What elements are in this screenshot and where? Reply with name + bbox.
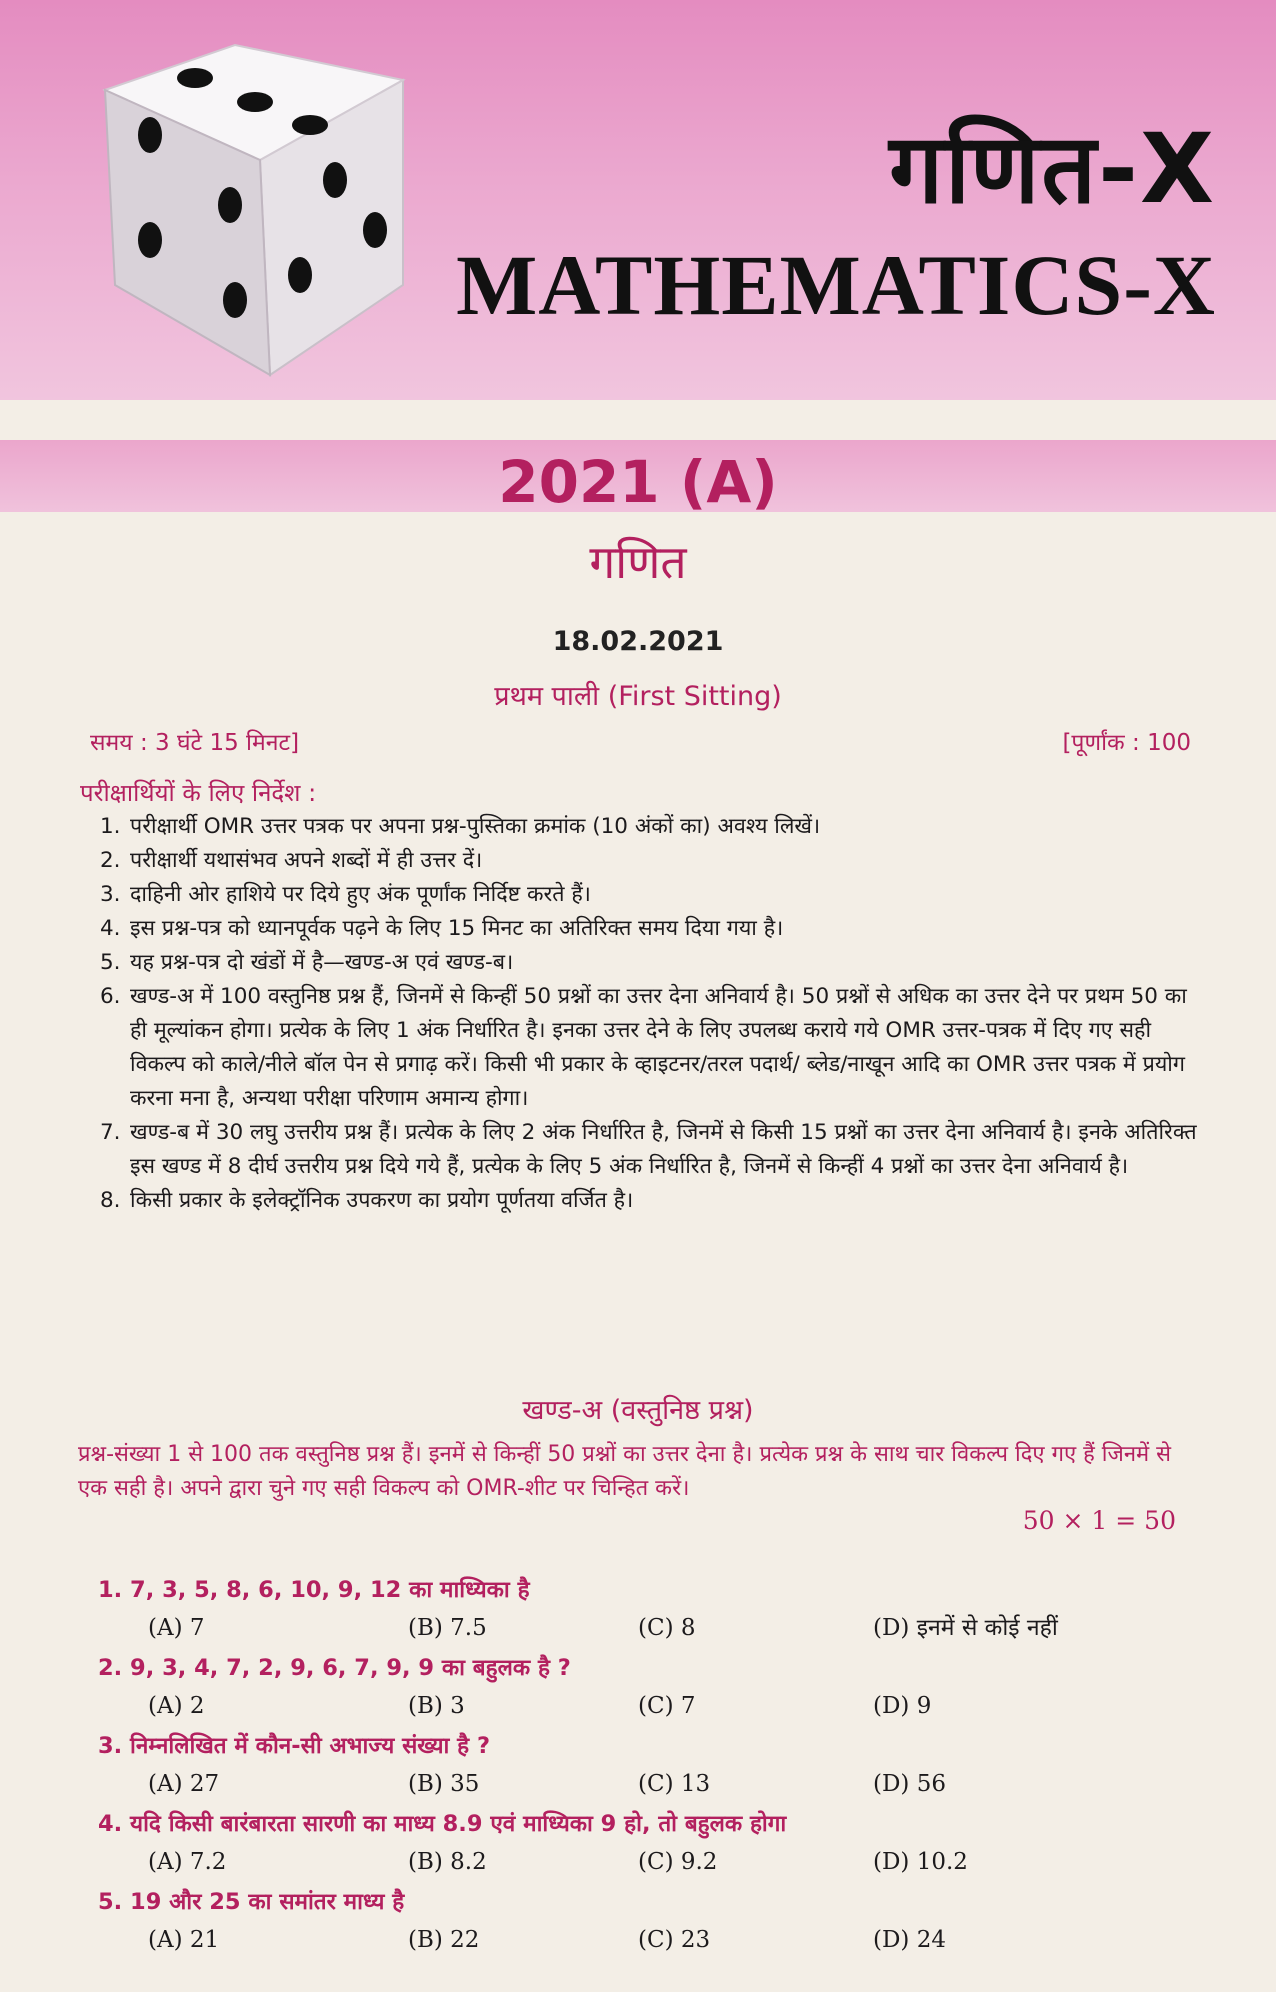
question-text: 5. 19 और 25 का समांतर माध्य है <box>98 1889 405 1915</box>
instruction-item: 6. खण्ड-अ में 100 वस्तुनिष्ठ प्रश्न हैं, जिनमें से किन्हीं 50 प्रश्नों का उत्तर देना अनिवार्य है। 50 प्रश्नों से अधिक का उत्तर देने पर प्रथम 50 का ही मूल्यांकन होगा। प्रत्येक के लिए 1 अंक निर्धारित है। इनका उत्तर देने के लिए उपलब्ध कराये गये OMR उत्तर-पत्रक में दिए गए सही विकल्प को काले/नीले बॉल पेन से प्रगाढ़ करें। किसी भी प्रकार के व्हाइटनर/तरल पदार्थ/ ब्लेड/नाखून आदि का OMR उत्तर पत्रक में प्रयोग करना मना है, अन्यथा परीक्षा परिणाम अमान्य होगा। <box>100 984 1187 1111</box>
question-list <box>98 1572 1198 1962</box>
instruction-item: 8. किसी प्रकार के इलेक्ट्रॉनिक उपकरण का प्रयोग पूर्णतया वर्जित है। <box>100 1188 634 1213</box>
book-title-english: MATHEMATICS-X <box>456 237 1216 333</box>
question-text: 4. यदि किसी बारंबारता सारणी का माध्य 8.9 एवं माध्यिका 9 हो, तो बहुलक होगा <box>98 1811 787 1837</box>
question-4 <box>98 1806 1198 1884</box>
section-a-heading: खण्ड-अ (वस्तुनिष्ठ प्रश्न) <box>522 1395 754 1426</box>
option-d: (D) 9 <box>873 1693 932 1719</box>
instruction-item: 5. यह प्रश्न-पत्र दो खंडों में है—खण्ड-अ एवं खण्ड-ब। <box>100 950 514 975</box>
section-a-note: प्रश्न-संख्या 1 से 100 तक वस्तुनिष्ठ प्रश्न हैं। इनमें से किन्हीं 50 प्रश्नों का उत्तर देना है। प्रत्येक प्रश्न के साथ चार विकल्प दिए गए हैं जिनमें से एक सही है। अपने द्वारा चुने गए सही विकल्प को OMR-शीट पर चिन्हित करें। <box>78 1442 1172 1501</box>
question-3 <box>98 1728 1198 1806</box>
instructions-list <box>100 810 1200 1218</box>
exam-sitting: प्रथम पाली (First Sitting) <box>494 681 782 712</box>
instruction-item: 1. परीक्षार्थी OMR उत्तर पत्रक पर अपना प्रश्न-पुस्तिका क्रमांक (10 अंकों का) अवश्य लिखें। <box>100 814 821 839</box>
instructions-heading: परीक्षार्थियों के लिए निर्देश : <box>80 779 317 807</box>
option-a: (A) 7 <box>148 1615 205 1641</box>
option-b: (B) 3 <box>408 1693 465 1719</box>
question-5 <box>98 1884 1198 1962</box>
option-c: (C) 9.2 <box>638 1849 718 1875</box>
option-b: (B) 35 <box>408 1771 480 1797</box>
option-a: (A) 2 <box>148 1693 205 1719</box>
option-c: (C) 8 <box>638 1615 696 1641</box>
book-title-hindi: गणित-X <box>889 113 1216 225</box>
instruction-item: 4. इस प्रश्न-पत्र को ध्यानपूर्वक पढ़ने के लिए 15 मिनट का अतिरिक्त समय दिया गया है। <box>100 916 784 941</box>
question-2 <box>98 1650 1198 1728</box>
option-d: (D) इनमें से कोई नहीं <box>873 1615 1058 1641</box>
option-b: (B) 7.5 <box>408 1615 487 1641</box>
question-1 <box>98 1572 1198 1650</box>
instruction-item: 7. खण्ड-ब में 30 लघु उत्तरीय प्रश्न हैं। प्रत्येक के लिए 2 अंक निर्धारित है, जिनमें से किसी 15 प्रश्नों का उत्तर देना अनिवार्य है। इनके अतिरिक्त इस खण्ड में 8 दीर्घ उत्तरीय प्रश्न दिये गये हैं, प्रत्येक के लिए 5 अंक निर्धारित है, जिनमें से किन्हीं 4 प्रश्नों का उत्तर देना अनिवार्य है। <box>100 1120 1197 1179</box>
option-b: (B) 22 <box>408 1927 480 1953</box>
exam-date: 18.02.2021 <box>552 626 724 657</box>
full-marks: [पूर्णांक : 100 <box>1062 730 1191 756</box>
exam-meta-row <box>90 725 1191 757</box>
option-b: (B) 8.2 <box>408 1849 487 1875</box>
question-text: 1. 7, 3, 5, 8, 6, 10, 9, 12 का माध्यिका है <box>98 1577 530 1603</box>
instruction-item: 3. दाहिनी ओर हाशिये पर दिये हुए अंक पूर्णांक निर्दिष्ट करते हैं। <box>100 882 591 907</box>
option-c: (C) 23 <box>638 1927 711 1953</box>
option-c: (C) 13 <box>638 1771 711 1797</box>
option-d: (D) 24 <box>873 1927 946 1953</box>
paper-year: 2021 (A) <box>498 448 778 516</box>
option-a: (A) 21 <box>148 1927 220 1953</box>
option-a: (A) 27 <box>148 1771 220 1797</box>
exam-time: समय : 3 घंटे 15 मिनट] <box>90 730 300 756</box>
question-text: 2. 9, 3, 4, 7, 2, 9, 6, 7, 9, 9 का बहुलक है ? <box>98 1655 571 1681</box>
section-a-marks: 50 × 1 = 50 <box>1022 1506 1176 1535</box>
question-text: 3. निम्नलिखित में कौन-सी अभाज्य संख्या है ? <box>98 1733 490 1759</box>
instruction-item: 2. परीक्षार्थी यथासंभव अपने शब्दों में ही उत्तर दें। <box>100 848 483 873</box>
option-d: (D) 56 <box>873 1771 946 1797</box>
option-d: (D) 10.2 <box>873 1849 968 1875</box>
option-a: (A) 7.2 <box>148 1849 227 1875</box>
option-c: (C) 7 <box>638 1693 696 1719</box>
dice-illustration <box>85 40 415 380</box>
paper-subject: गणित <box>589 535 687 589</box>
